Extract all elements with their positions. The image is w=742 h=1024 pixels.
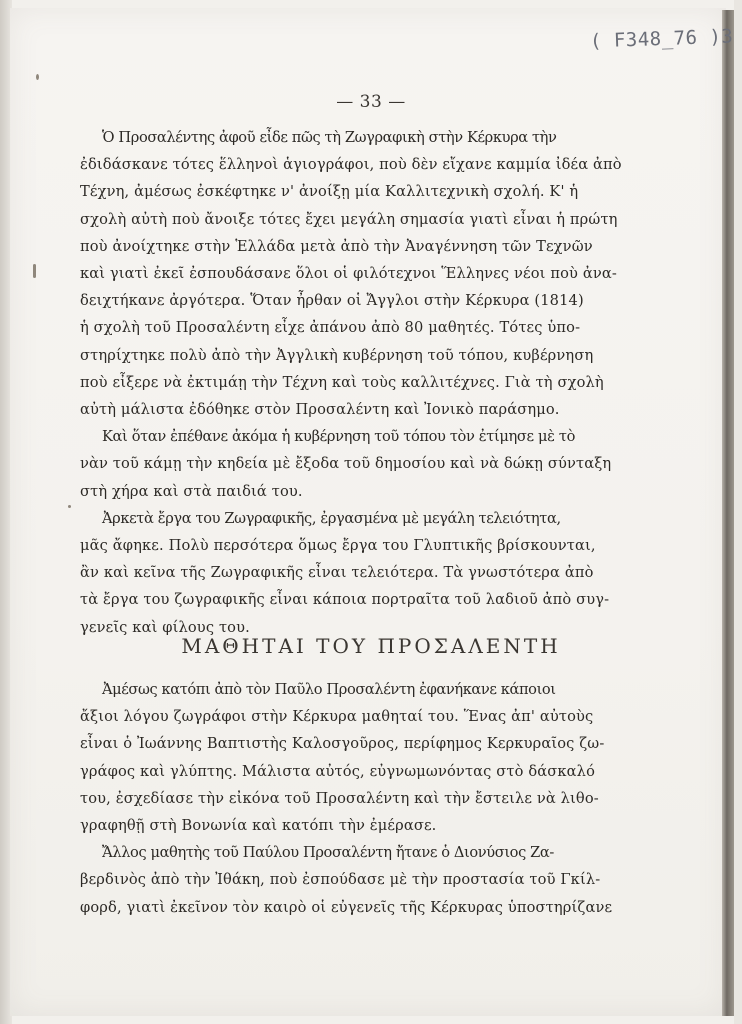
text-line: Τέχνη, ἀμέσως ἐσκέφτηκε ν' ἀνοίξῃ μία Καλλιτεχνικὴ σχολή. Κ' ἡ — [80, 183, 579, 201]
paper-speck — [36, 74, 39, 80]
paragraph — [80, 423, 640, 505]
page-right-edge-shadow — [722, 10, 734, 1016]
text-line: Ἄλλος μαθητὴς τοῦ Παύλου Προσαλέντη ἤτανε ὁ Διονύσιος Ζα- — [102, 844, 554, 862]
text-line: σχολὴ αὐτὴ ποὺ ἄνοιξε τότες ἔχει μεγάλη σημασία γιατὶ εἶναι ἡ πρώτη — [80, 210, 618, 228]
text-line: δειχτήκανε ἀργότερα. Ὅταν ἦρθαν οἱ Ἄγγλοι στὴν Κέρκυρα (1814) — [80, 292, 584, 310]
text-line: γενεῖς καὶ φίλους του. — [80, 618, 250, 636]
text-line: ἂν καὶ κεῖνα τῆς Ζωγραφικῆς εἶναι τελειότερα. Τὰ γνωστότερα ἀπὸ — [80, 564, 594, 582]
paragraph — [80, 505, 640, 641]
text-line: ἄξιοι λόγου ζωγράφοι στὴν Κέρκυρα μαθηταί του. Ἕνας ἀπ' αὐτοὺς — [80, 708, 594, 726]
text-line: ποὺ ἀνοίχτηκε στὴν Ἑλλάδα μετὰ ἀπὸ τὴν Ἀναγέννηση τῶν Τεχνῶν — [80, 237, 593, 255]
text-line: στὴ χήρα καὶ στὰ παιδιά του. — [80, 482, 303, 500]
text-line: ἐδιδάσκανε τότες ἕλληνοὶ ἁγιογράφοι, ποὺ δὲν εἴχανε καμμία ἰδέα ἀπὸ — [80, 156, 622, 174]
text-line: Ὁ Προσαλέντης ἀφοῦ εἶδε πῶς τὴ Ζωγραφικὴ στὴν Κέρκυρα τὴν — [102, 129, 557, 146]
paragraph — [80, 839, 640, 921]
scanner-margin — [734, 0, 742, 1024]
text-line: του, ἐσχεδίασε τὴν εἰκόνα τοῦ Προσαλέντη καὶ τὴν ἔστειλε νὰ λιθο- — [80, 789, 599, 807]
page-number: — 33 — — [336, 92, 406, 112]
section-2-text — [80, 676, 640, 921]
text-line: Καὶ ὅταν ἐπέθανε ἀκόμα ἡ κυβέρνηση τοῦ τόπου τὸν ἐτίμησε μὲ τὸ — [102, 428, 576, 446]
section-1-text — [80, 124, 640, 641]
archive-reference-handwritten: ( F348_76 )3 — [589, 25, 734, 53]
text-line: νὰν τοῦ κάμῃ τὴν κηδεία μὲ ἔξοδα τοῦ δημοσίου καὶ νὰ δώκῃ σύνταξη — [80, 455, 612, 473]
text-line: καὶ γιατὶ ἐκεῖ ἐσπουδάσανε ὅλοι οἱ φιλότεχνοι Ἕλληνες νέοι ποὺ ἀνα- — [80, 265, 617, 283]
paper-speck — [68, 505, 71, 508]
text-line: γραφηθῇ στὴ Βονωνία καὶ κατόπι τὴν ἐμέρασε. — [80, 817, 437, 835]
text-line: Ἀμέσως κατόπι ἀπὸ τὸν Παῦλο Προσαλέντη ἐφανήκανε κάποιοι — [102, 681, 556, 698]
paragraph — [80, 676, 640, 839]
paper-speck — [33, 264, 36, 278]
text-line: μᾶς ἄφηκε. Πολὺ περσότερα ὅμως ἔργα του Γλυπτικῆς βρίσκουνται, — [80, 537, 596, 555]
text-line: Ἀρκετὰ ἔργα του Ζωγραφικῆς, ἐργασμένα μὲ μεγάλη τελειότητα, — [102, 509, 561, 527]
text-line: βερδινὸς ἀπὸ τὴν Ἰθάκη, ποὺ ἐσπούδασε μὲ τὴν προστασία τοῦ Γκίλ- — [80, 871, 601, 889]
text-line: φορδ, γιατὶ ἐκεῖνον τὸν καιρὸ οἱ εὐγενεῖς τῆς Κέρκυρας ὑποστηρίζανε — [80, 898, 613, 916]
paragraph — [80, 124, 640, 423]
text-line: στηρίχτηκε πολὺ ἀπὸ τὴν Ἀγγλικὴ κυβέρνηση τοῦ τόπου, κυβέρνηση — [80, 346, 594, 364]
section-heading: ΜΑΘΗΤΑΙ ΤΟΥ ΠΡΟΣΑΛΕΝΤΗ — [181, 634, 561, 658]
text-line: αὐτὴ μάλιστα ἐδόθηκε στὸν Προσαλέντη καὶ Ἰονικὸ παράσημο. — [80, 401, 560, 419]
text-line: εἶναι ὁ Ἰωάννης Βαπτιστὴς Καλοσγοῦρος, περίφημος Κερκυραῖος ζω- — [80, 735, 605, 753]
text-line: γράφος καὶ γλύπτης. Μάλιστα αὐτός, εὐγνωμωνόντας στὸ δάσκαλό — [80, 762, 596, 780]
text-line: ποὺ εἶξερε νὰ ἐκτιμάῃ τὴν Τέχνη καὶ τοὺς καλλιτέχνες. Γιὰ τὴ σχολὴ — [80, 373, 604, 391]
text-line: ἡ σχολὴ τοῦ Προσαλέντη εἶχε ἀπάνου ἀπὸ 80 μαθητές. Τότες ὑπο- — [80, 319, 581, 337]
text-line: τὰ ἔργα του ζωγραφικῆς εἶναι κάποια πορτραῖτα τοῦ λαδιοῦ ἀπὸ συγ- — [80, 591, 610, 609]
